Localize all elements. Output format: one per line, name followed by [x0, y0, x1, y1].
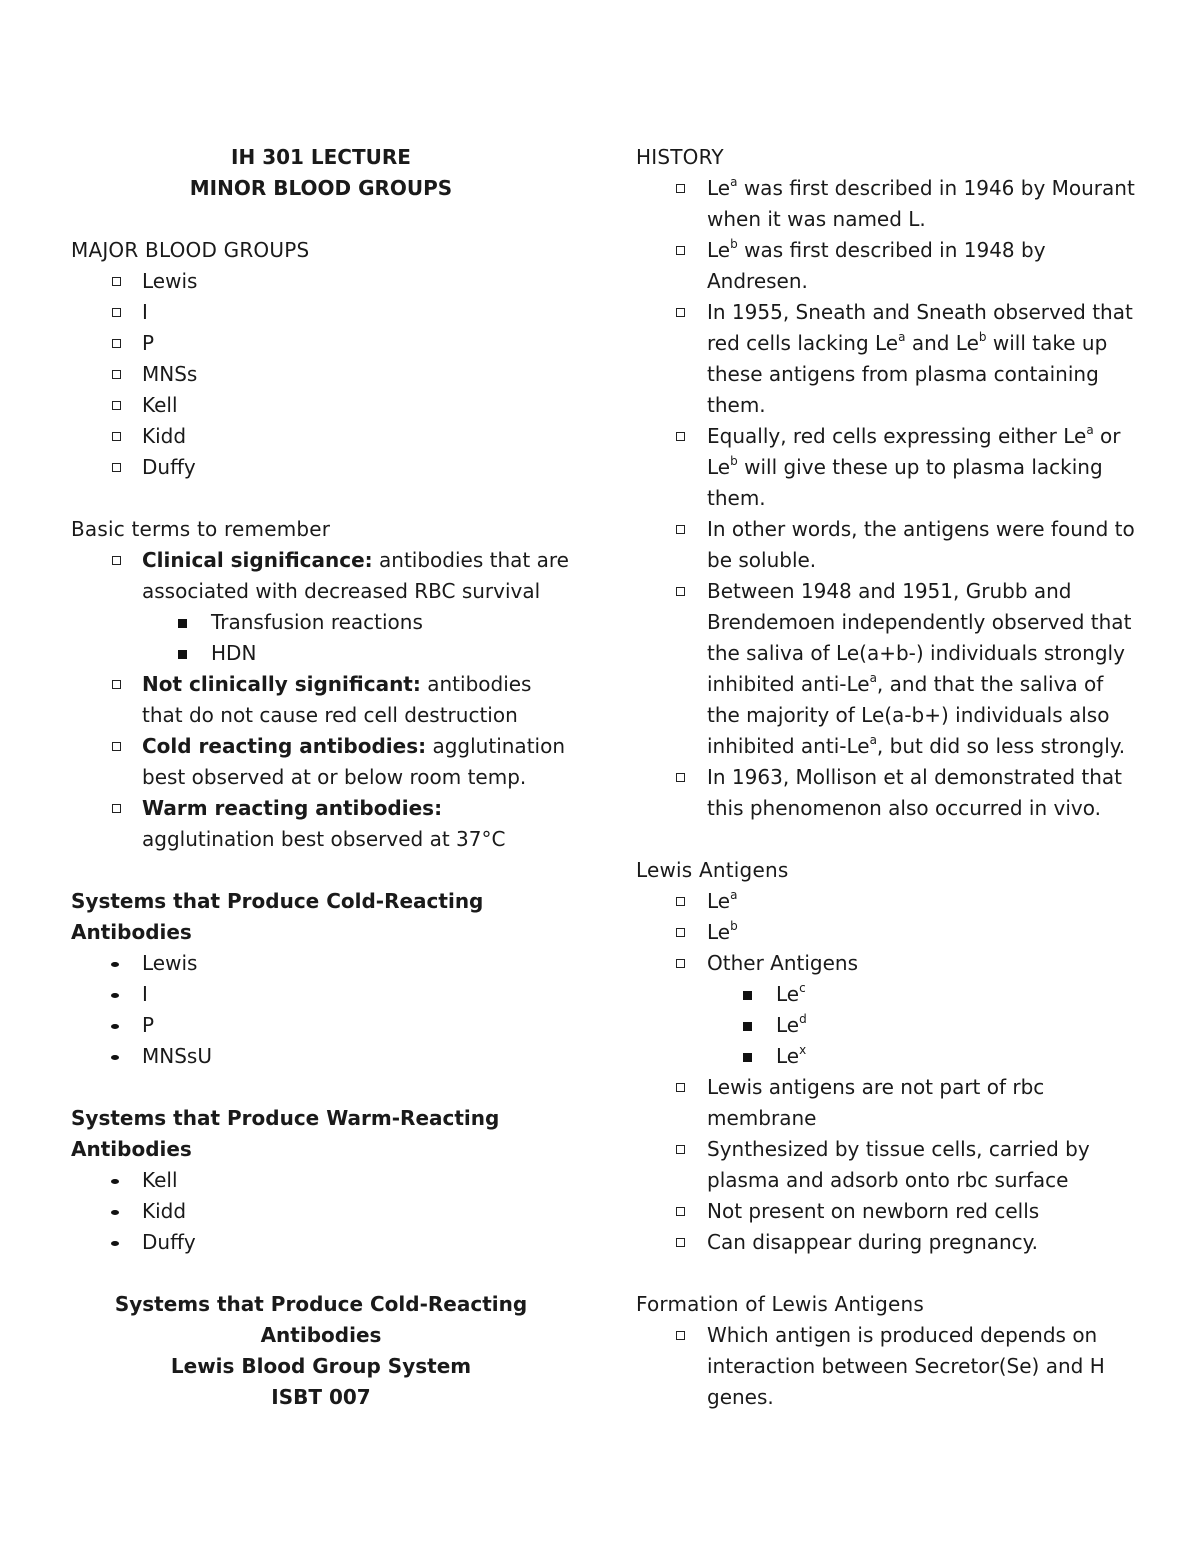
list-item: HDN	[71, 638, 571, 669]
list-item: Synthesized by tissue cells, carried by plasma and adsorb onto rbc surface	[636, 1134, 1136, 1196]
list-item: MNSsU	[71, 1041, 571, 1072]
history-heading: HISTORY	[636, 145, 724, 169]
term-text: antibodies that are associated with decreased RBC survival	[142, 548, 569, 603]
list-item: Kell	[71, 390, 571, 421]
superscript-text: d	[799, 1012, 807, 1026]
term-text: agglutination best observed at 37°C	[142, 827, 506, 851]
superscript-text: a	[730, 888, 738, 902]
term-label: Warm reacting antibodies:	[142, 796, 443, 820]
list-item: In 1963, Mollison et al demonstrated that this phenomenon also occurred in vivo.	[636, 762, 1136, 824]
list-item: Duffy	[71, 1227, 571, 1258]
antigens-list	[636, 886, 1136, 1258]
text-fragment: Le	[776, 1013, 800, 1037]
list-item: Transfusion reactions	[71, 607, 571, 638]
lecture-title: IH 301 LECTURE	[231, 145, 411, 169]
text-fragment: will give these up to plasma lacking them.	[707, 455, 1103, 510]
list-item: Which antigen is produced depends on interaction between Secretor(Se) and H genes.	[636, 1320, 1136, 1413]
list-item	[636, 948, 1136, 1072]
list-item: Duffy	[71, 452, 571, 483]
text-fragment: Between 1948 and 1951, Grubb and Brendemoen independently observed that the saliva of Le(a+b-) individuals strongly inhibited anti-Le	[707, 579, 1132, 696]
list-item: I	[71, 297, 571, 328]
terms-heading: Basic terms to remember	[71, 517, 331, 541]
warm-systems-list	[71, 1165, 571, 1258]
term-text: agglutination best observed at or below room temp.	[142, 734, 566, 789]
text-fragment: and Le	[905, 331, 979, 355]
list-item: Not present on newborn red cells	[636, 1196, 1136, 1227]
term-label: Cold reacting antibodies:	[142, 734, 427, 758]
superscript-text: a	[730, 175, 738, 189]
list-item: Kidd	[71, 421, 571, 452]
superscript-text: a	[869, 733, 877, 747]
list-item	[636, 917, 1136, 948]
list-item: Lewis	[71, 948, 571, 979]
warm-systems-heading: Systems that Produce Warm-Reacting Antibodies	[71, 1106, 500, 1161]
text-fragment: Le	[776, 1044, 800, 1068]
list-item: Lewis	[71, 266, 571, 297]
term-text: antibodies that do not cause red cell destruction	[142, 672, 532, 727]
list-item	[71, 793, 571, 855]
text-fragment: Equally, red cells expressing either Le	[707, 424, 1087, 448]
list-item	[636, 173, 1136, 235]
superscript-text: x	[799, 1043, 807, 1057]
history-list	[636, 173, 1136, 824]
superscript-text: a	[1086, 423, 1094, 437]
list-item: Kell	[71, 1165, 571, 1196]
list-item: P	[71, 328, 571, 359]
list-item	[71, 545, 571, 669]
list-item	[71, 731, 571, 793]
superscript-text: b	[730, 454, 738, 468]
sub-list	[707, 979, 1136, 1072]
text-fragment: Le	[707, 176, 731, 200]
sub-list	[142, 607, 571, 669]
superscript-text: a	[869, 671, 877, 685]
cold-systems-list	[71, 948, 571, 1072]
list-item	[636, 297, 1136, 421]
text-fragment: will take up these antigens from plasma containing them.	[707, 331, 1108, 417]
text-fragment: Le	[707, 238, 731, 262]
list-item: In other words, the antigens were found to be soluble.	[636, 514, 1136, 576]
list-item: Lewis antigens are not part of rbc membrane	[636, 1072, 1136, 1134]
left-column	[71, 142, 571, 1413]
footer-line: ISBT 007	[271, 1385, 371, 1409]
superscript-text: a	[898, 330, 906, 344]
list-item	[636, 979, 1136, 1010]
text-fragment: Other Antigens	[707, 951, 858, 975]
formation-list	[636, 1320, 1136, 1413]
list-item	[636, 886, 1136, 917]
formation-heading: Formation of Lewis Antigens	[636, 1292, 924, 1316]
superscript-text: c	[799, 981, 806, 995]
footer-line: Lewis Blood Group System	[170, 1354, 472, 1378]
text-fragment: , but did so less strongly.	[876, 734, 1126, 758]
text-fragment: In 1955, Sneath and Sneath observed that red cells lacking Le	[707, 300, 1133, 355]
term-label: Not clinically significant:	[142, 672, 421, 696]
list-item: MNSs	[71, 359, 571, 390]
major-heading: MAJOR BLOOD GROUPS	[71, 238, 310, 262]
list-item: Can disappear during pregnancy.	[636, 1227, 1136, 1258]
list-item	[71, 669, 571, 731]
footer-line: Antibodies	[260, 1323, 382, 1347]
list-item: I	[71, 979, 571, 1010]
text-fragment: was first described in 1948 by Andresen.	[707, 238, 1046, 293]
text-fragment: Le	[776, 982, 800, 1006]
text-fragment: Le	[707, 889, 731, 913]
text-fragment: , and that the saliva of the majority of Le(a-b+) individuals also inhibited anti-Le	[707, 672, 1110, 758]
list-item	[636, 1041, 1136, 1072]
lecture-subtitle: MINOR BLOOD GROUPS	[189, 176, 453, 200]
list-item: P	[71, 1010, 571, 1041]
lewis-antigens-heading: Lewis Antigens	[636, 858, 789, 882]
list-item	[636, 421, 1136, 514]
superscript-text: b	[730, 919, 738, 933]
text-fragment: was first described in 1946 by Mourant when it was named L.	[707, 176, 1135, 231]
right-column	[636, 142, 1136, 1413]
term-label: Clinical significance:	[142, 548, 373, 572]
superscript-text: b	[978, 330, 987, 344]
list-item	[636, 235, 1136, 297]
superscript-text: b	[730, 237, 738, 251]
list-item: Kidd	[71, 1196, 571, 1227]
text-fragment: Le	[707, 920, 731, 944]
list-item	[636, 576, 1136, 762]
cold-systems-heading: Systems that Produce Cold-Reacting Antibodies	[71, 889, 484, 944]
text-fragment: or Le	[707, 424, 1121, 479]
terms-list	[71, 545, 571, 855]
major-list	[71, 266, 571, 483]
list-item	[636, 1010, 1136, 1041]
footer-line: Systems that Produce Cold-Reacting	[114, 1292, 528, 1316]
